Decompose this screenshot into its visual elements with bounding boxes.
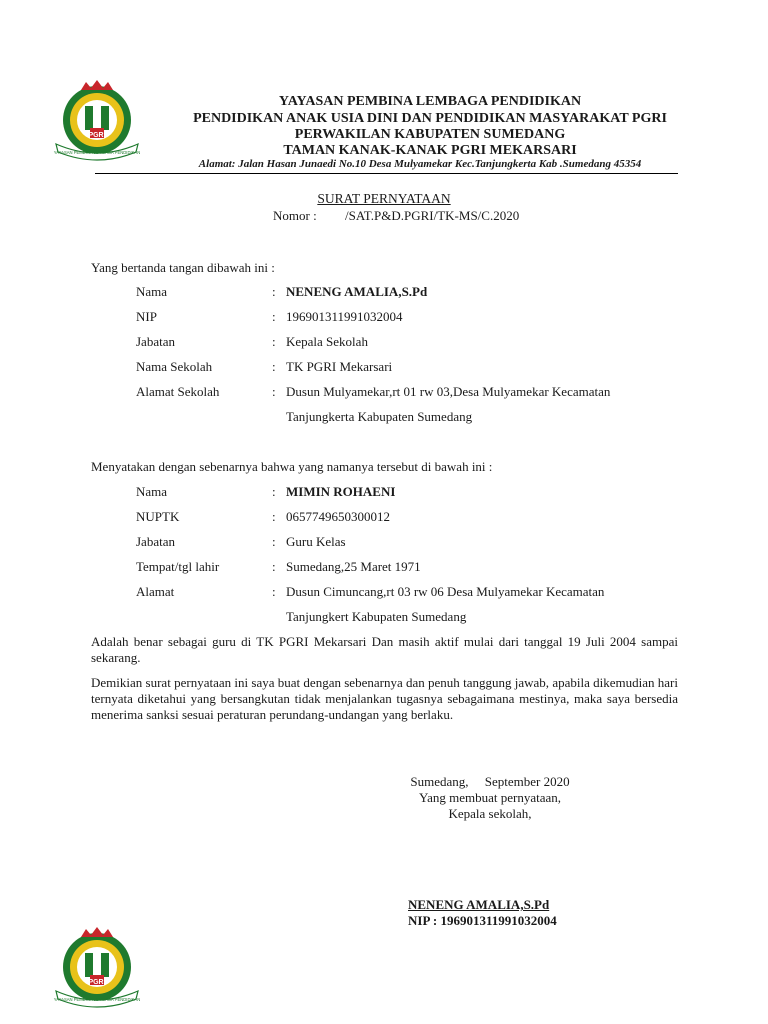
nomor-label: Nomor : (273, 208, 317, 223)
field-label: Alamat Sekolah (136, 384, 220, 399)
field-value: TK PGRI Mekarsari (286, 359, 393, 374)
signer-nip: NIP : 196901311991032004 (408, 913, 557, 928)
field-label: Nama Sekolah (136, 359, 213, 374)
field-label: Nama (136, 284, 168, 299)
field-value: 196901311991032004 (286, 309, 403, 324)
field-value-continuation: Tanjungkerta Kabupaten Sumedang (286, 409, 473, 424)
field-label: Alamat (136, 584, 175, 599)
field-value-continuation: Tanjungkert Kabupaten Sumedang (286, 609, 467, 624)
nomor-value: /SAT.P&D.PGRI/TK-MS/C.2020 (345, 208, 520, 223)
field-label: Nama (136, 484, 168, 499)
field-colon: : (272, 384, 276, 399)
field-colon: : (272, 534, 276, 549)
field-colon: : (272, 559, 276, 574)
field-value: NENENG AMALIA,S.Pd (286, 284, 428, 299)
field-colon: : (272, 509, 276, 524)
closing-title: Kepala sekolah, (448, 806, 532, 821)
closing-line: Yang membuat pernyataan, (418, 790, 561, 805)
field-label: Jabatan (136, 334, 175, 349)
letterhead-divider (95, 173, 678, 174)
field-colon: : (272, 334, 276, 349)
field-colon: : (272, 309, 276, 324)
logo-text: PGRI (88, 132, 106, 139)
field-value: MIMIN ROHAENI (286, 484, 396, 499)
place-date: Sumedang, September 2020 (410, 774, 570, 789)
field-colon: : (272, 284, 276, 299)
logo-ribbon-text: YAYASAN PEMBINA LEMBAGA PENDIDIKAN (53, 150, 141, 155)
intro-signer: Yang bertanda tangan dibawah ini : (91, 260, 275, 275)
closing-paragraph: Demikian surat pernyataan ini saya buat dengan sebenarnya dan penuh tanggung jawab, apabila dikemudian hari ternyata diketahui yang bersangkutan tidak menjalankan tugasnya sebagaimana mestinya, maka saya bersedia menerima sanksi sesuai peraturan perundang-undangan yang berlaku. (91, 675, 678, 722)
field-value: Dusun Cimuncang,rt 03 rw 06 Desa Mulyamekar Kecamatan (286, 584, 605, 599)
document-title: SURAT PERNYATAAN (317, 191, 451, 206)
statement-paragraph: Adalah benar sebagai guru di TK PGRI Mekarsari Dan masih aktif mulai dari tanggal 19 Juli 2004 sampai sekarang. (91, 634, 678, 665)
letterhead-line-2: PENDIDIKAN ANAK USIA DINI DAN PENDIDIKAN MASYARAKAT PGRI (193, 111, 667, 126)
field-label: NIP (136, 309, 157, 324)
intro-subject: Menyatakan dengan sebenarnya bahwa yang namanya tersebut di bawah ini : (91, 459, 493, 474)
field-colon: : (272, 359, 276, 374)
field-value: Sumedang,25 Maret 1971 (286, 559, 421, 574)
field-value: Guru Kelas (286, 534, 346, 549)
field-label: NUPTK (136, 509, 180, 524)
field-value: Dusun Mulyamekar,rt 01 rw 03,Desa Mulyamekar Kecamatan (286, 384, 611, 399)
letterhead-address: Alamat: Jalan Hasan Junaedi No.10 Desa Mulyamekar Kec.Tanjungkerta Kab .Sumedang 45354 (198, 158, 642, 170)
field-label: Tempat/tgl lahir (136, 559, 220, 574)
letterhead-line-3: PERWAKILAN KABUPATEN SUMEDANG (294, 127, 566, 142)
letterhead-line-4: TAMAN KANAK-KANAK PGRI MEKARSARI (283, 143, 577, 158)
pgri-logo-footer (52, 925, 142, 1015)
field-value: Kepala Sekolah (286, 334, 368, 349)
signer-name: NENENG AMALIA,S.Pd (408, 897, 550, 912)
pgri-logo (52, 78, 142, 168)
letterhead-line-1: YAYASAN PEMBINA LEMBAGA PENDIDIKAN (278, 94, 582, 109)
field-value: 0657749650300012 (286, 509, 390, 524)
logo-ribbon-text: YAYASAN PEMBINA LEMBAGA PENDIDIKAN (53, 997, 141, 1002)
logo-text: PGRI (88, 979, 106, 986)
field-colon: : (272, 584, 276, 599)
field-label: Jabatan (136, 534, 175, 549)
field-colon: : (272, 484, 276, 499)
